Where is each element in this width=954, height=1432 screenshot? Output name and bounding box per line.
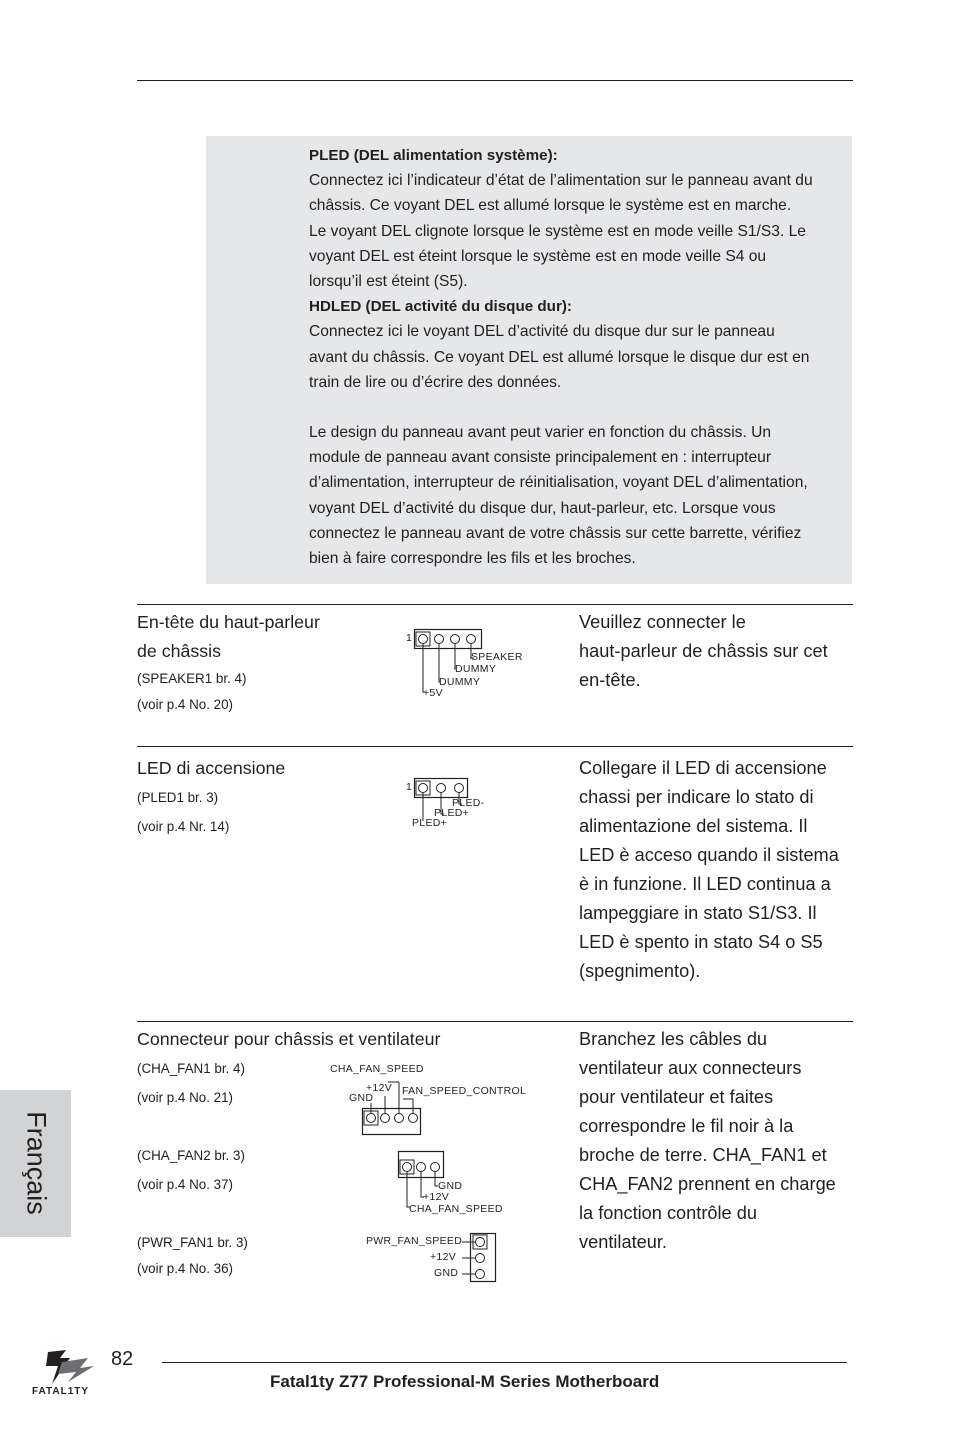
speaker-header-info	[137, 608, 320, 718]
pin-one-label: 1	[406, 781, 413, 793]
description-line: pour ventilateur et faites	[579, 1087, 774, 1107]
pwr-fan1-see: (voir p.4 No. 36)	[137, 1261, 234, 1276]
pwr-fan-speed-label: PWR_FAN_SPEED	[366, 1235, 463, 1247]
description-line: chassi per indicare lo stato di	[579, 787, 814, 807]
note-line: voyant DEL est éteint lorsque le système est en mode veille S4 ou	[309, 247, 767, 265]
description-line: broche de terre. CHA_FAN1 et	[579, 1145, 827, 1165]
note-line: bien à faire correspondre les fils et les broches.	[309, 550, 636, 568]
note-text	[309, 143, 857, 571]
pled-minus-label: PLED-	[452, 797, 485, 809]
pled-plus-label: PLED+	[434, 807, 470, 819]
led-ref: (PLED1 br. 3)	[137, 790, 219, 805]
description-line: la fonction contrôle du	[579, 1203, 757, 1223]
fatal1ty-emblem-icon	[28, 1348, 108, 1388]
gnd-pin-label: GND	[349, 1092, 374, 1104]
dummy-pin-label: DUMMY	[455, 663, 497, 675]
note-line: connectez le panneau avant de votre châssis sur cette barrette, vérifiez	[309, 524, 802, 542]
speaker-description	[579, 608, 859, 695]
led-title: LED di accensione	[137, 758, 286, 778]
note-line: châssis. Ce voyant DEL est allumé lorsque le système est en marche.	[309, 197, 792, 215]
description-line: haut-parleur de châssis sur cet	[579, 641, 828, 661]
description-line: ventilateur.	[579, 1232, 667, 1252]
note-line: Connectez ici l’indicateur d’état de l’alimentation sur le panneau avant du	[309, 172, 813, 190]
description-line: Veuillez connecter le	[579, 612, 746, 632]
gnd-pin-label: GND	[434, 1267, 459, 1279]
gnd-pin-label: GND	[438, 1180, 463, 1192]
fatal1ty-logo	[28, 1348, 108, 1404]
description-line: (spegnimento).	[579, 961, 701, 981]
speaker-title: En-tête du haut-parleur	[137, 612, 320, 632]
cha-fan2-see: (voir p.4 No. 37)	[137, 1177, 234, 1192]
led-pin-diagram	[404, 776, 494, 832]
note-line: Connectez ici le voyant DEL d’activité du disque dur sur le panneau	[309, 323, 775, 341]
section-divider	[137, 604, 853, 605]
note-line: lorsqu’il est éteint (S5).	[309, 273, 468, 291]
header-rule	[137, 80, 853, 81]
description-line: Collegare il LED di accensione	[579, 758, 827, 778]
v12-pin-label: +12V	[423, 1191, 450, 1203]
cha-fan-speed-label: CHA_FAN_SPEED	[409, 1203, 503, 1215]
description-line: lampeggiare in stato S1/S3. Il	[579, 903, 817, 923]
led-see: (voir p.4 Nr. 14)	[137, 819, 230, 834]
paragraph-gap	[309, 395, 857, 420]
pin-one-label: 1	[406, 632, 413, 644]
page-number: 82	[111, 1348, 134, 1370]
section-divider	[137, 1021, 853, 1022]
note-line: module de panneau avant consiste principalement en : interrupteur	[309, 449, 772, 467]
hdled-heading: HDLED (DEL activité du disque dur):	[309, 298, 572, 316]
note-line: avant du châssis. Ce voyant DEL est allumé lorsque le disque dur est en	[309, 348, 810, 366]
led-description	[579, 754, 859, 986]
cha-fan-speed-label: CHA_FAN_SPEED	[330, 1063, 424, 1075]
fan-description	[579, 1025, 859, 1257]
pled-plus-label: PLED+	[412, 817, 448, 829]
v12-pin-label: +12V	[366, 1082, 393, 1094]
note-line: train de lire ou d’écrire des données.	[309, 373, 562, 391]
cha-fan1-ref: (CHA_FAN1 br. 4)	[137, 1061, 245, 1076]
fan-title: Connecteur pour châssis et ventilateur	[137, 1029, 441, 1049]
note-line: voyant DEL d’activité du disque dur, haut-parleur, etc. Lorsque vous	[309, 499, 776, 517]
description-line: en-tête.	[579, 670, 641, 690]
pwr-fan1-ref: (PWR_FAN1 br. 3)	[137, 1235, 248, 1250]
description-line: LED è acceso quando il sistema	[579, 845, 839, 865]
description-line: è in funzione. Il LED continua a	[579, 874, 831, 894]
cha-fan2-ref: (CHA_FAN2 br. 3)	[137, 1148, 245, 1163]
footer-rule	[162, 1362, 847, 1363]
language-tab-label: Français	[21, 1111, 52, 1215]
description-line: Branchez les câbles du	[579, 1029, 768, 1049]
speaker-pin-diagram	[404, 626, 524, 702]
cha-fan2-diagram	[396, 1150, 506, 1220]
led-header-info	[137, 754, 285, 841]
section-divider	[137, 746, 853, 747]
cha-fan1-diagram	[328, 1062, 533, 1138]
speaker-pin-label: SPEAKER	[471, 651, 523, 663]
cha-fan1-see: (voir p.4 No. 21)	[137, 1090, 234, 1105]
dummy-pin-label: DUMMY	[439, 676, 481, 688]
description-line: LED è spento in stato S4 o S5	[579, 932, 823, 952]
v5-pin-label: +5V	[423, 687, 443, 699]
description-line: correspondre le fil noir à la	[579, 1116, 794, 1136]
description-line: CHA_FAN2 prennent en charge	[579, 1174, 836, 1194]
pled-heading: PLED (DEL alimentation système):	[309, 147, 558, 164]
note-line: Le voyant DEL clignote lorsque le système est en mode veille S1/S3. Le	[309, 222, 806, 240]
footer-title: Fatal1ty Z77 Professional-M Series Motherboard	[270, 1372, 660, 1391]
speaker-ref: (SPEAKER1 br. 4)	[137, 671, 247, 686]
note-line: Le design du panneau avant peut varier en fonction du châssis. Un	[309, 424, 772, 442]
description-line: alimentazione del sistema. Il	[579, 816, 808, 836]
speaker-title: de châssis	[137, 641, 222, 661]
fan-speed-control-label: FAN_SPEED_CONTROL	[402, 1085, 527, 1097]
speaker-see: (voir p.4 No. 20)	[137, 697, 234, 712]
logo-text: FATAL1TY	[32, 1386, 90, 1397]
description-line: ventilateur aux connecteurs	[579, 1058, 802, 1078]
v12-pin-label: +12V	[430, 1251, 457, 1263]
pwr-fan1-diagram	[364, 1232, 504, 1284]
note-line: d’alimentation, interrupteur de réinitialisation, voyant DEL d’alimentation,	[309, 474, 808, 492]
